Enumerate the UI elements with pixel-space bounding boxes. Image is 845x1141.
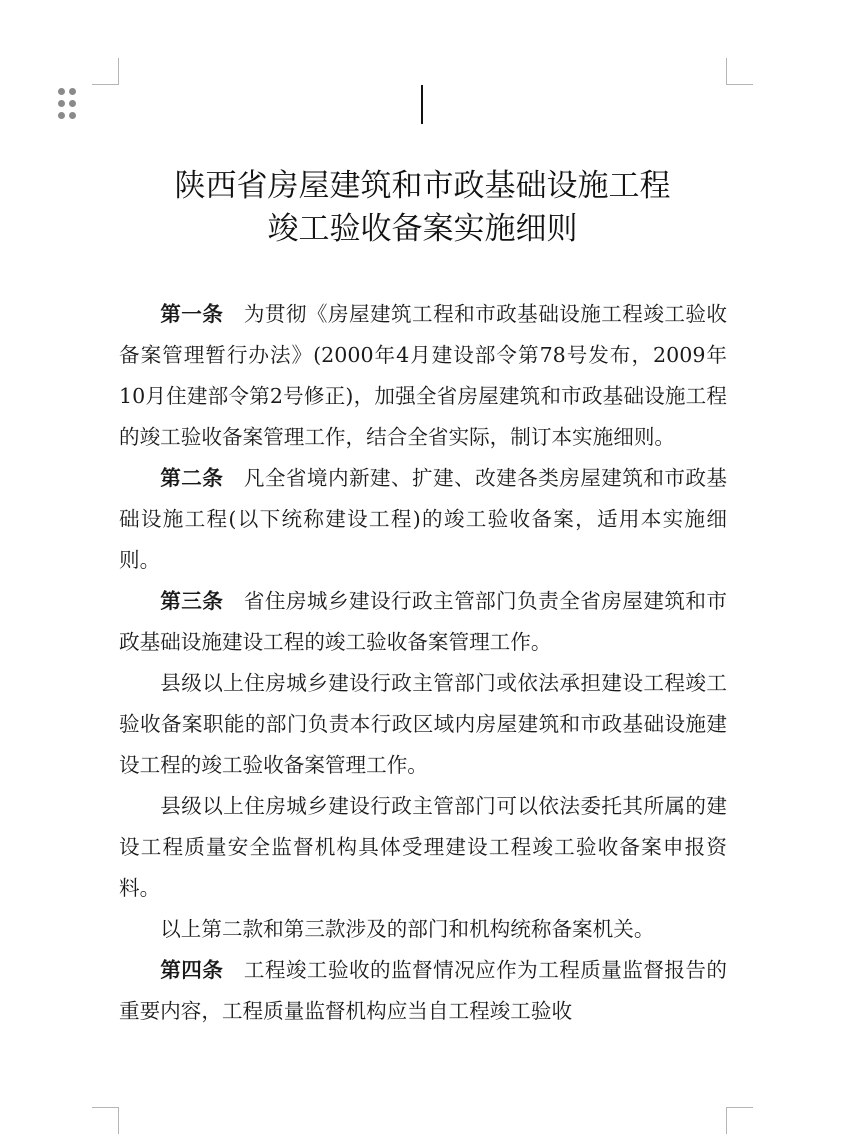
paragraph-article-4 — [119, 950, 727, 1032]
article-heading: 第二条 — [160, 466, 224, 490]
paragraph-article-3-clause-2 — [119, 663, 727, 786]
crop-mark-top-left — [92, 58, 119, 85]
paragraph-article-1 — [119, 294, 727, 458]
paragraph-article-2 — [119, 458, 727, 581]
document-title-line-1: 陕西省房屋建筑和市政基础设施工程 — [174, 168, 671, 204]
crop-mark-top-right — [726, 58, 753, 85]
paragraph-text: 县级以上住房城乡建设行政主管部门或依法承担建设工程竣工验收备案职能的部门负责本行政区域内房屋建筑和市政基础设施建设工程的竣工验收备案管理工作。 — [119, 671, 727, 777]
paragraph-text: 县级以上住房城乡建设行政主管部门可以依法委托其所属的建设工程质量安全监督机构具体受理建设工程竣工验收备案申报资料。 — [119, 794, 727, 900]
crop-mark-bottom-left — [92, 1107, 119, 1134]
paragraph-text: 省住房城乡建设行政主管部门负责全省房屋建筑和市政基础设施建设工程的竣工验收备案管理工作。 — [119, 589, 728, 654]
paragraph-article-3 — [119, 581, 727, 663]
article-heading: 第四条 — [160, 958, 224, 982]
paragraph-text: 以上第二款和第三款涉及的部门和机构统称备案机关。 — [160, 917, 655, 941]
paragraph-text: 为贯彻《房屋建筑工程和市政基础设施工程竣工验收备案管理暂行办法》(2000年4月建设部令第78号发布，2009年10月住建部令第2号修正)，加强全省房屋建筑和市政基础设施工程的竣工验收备案管理工作，结合全省实际，制订本实施细则。 — [119, 302, 728, 449]
article-heading: 第三条 — [160, 589, 224, 613]
text-cursor — [421, 85, 423, 124]
paragraph-article-3-clause-3 — [119, 786, 727, 909]
paragraph-text: 工程竣工验收的监督情况应作为工程质量监督报告的重要内容，工程质量监督机构应当自工程竣工验收 — [119, 958, 728, 1023]
paragraph-text: 凡全省境内新建、扩建、改建各类房屋建筑和市政基础设施工程(以下统称建设工程)的竣工验收备案，适用本实施细则。 — [119, 466, 728, 572]
drag-handle-icon[interactable] — [58, 88, 80, 120]
document-title-line-2: 竣工验收备案实施细则 — [267, 211, 578, 247]
crop-mark-bottom-right — [726, 1107, 753, 1134]
document-body[interactable] — [119, 294, 727, 1032]
paragraph-article-3-clause-4 — [119, 909, 727, 950]
article-heading: 第一条 — [160, 302, 224, 326]
